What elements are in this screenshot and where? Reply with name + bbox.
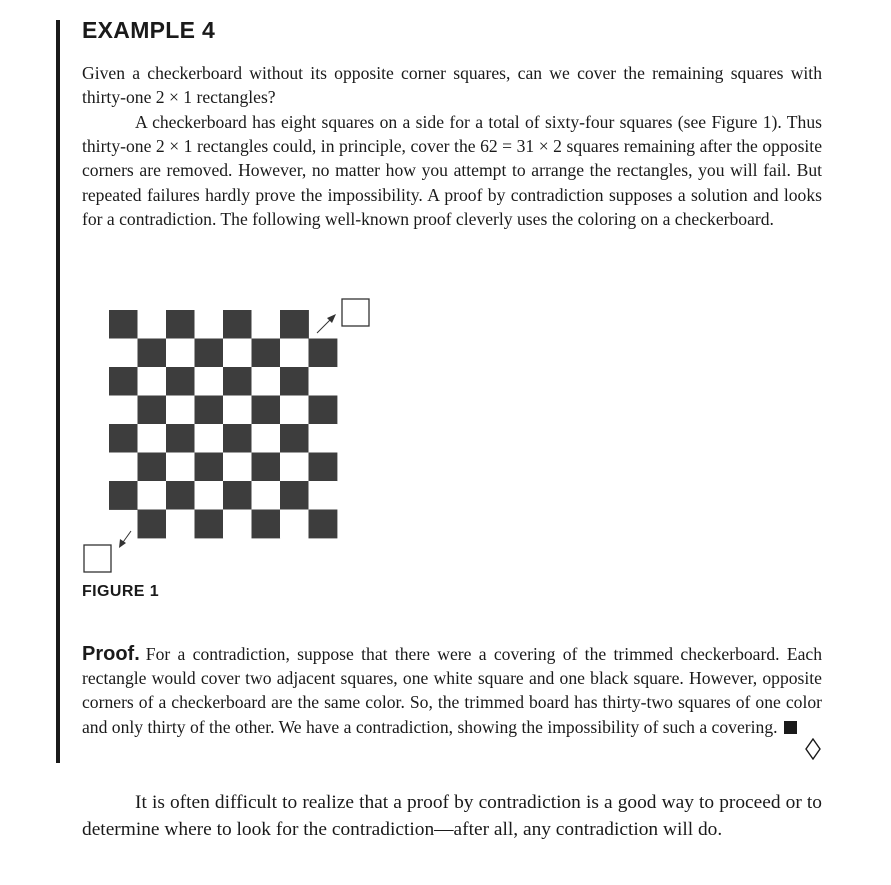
light-square bbox=[195, 424, 224, 453]
checkerboard bbox=[109, 310, 337, 538]
light-square bbox=[138, 481, 167, 510]
light-square bbox=[280, 453, 309, 482]
end-of-example-diamond-icon bbox=[804, 738, 822, 760]
dark-square bbox=[223, 481, 252, 510]
proof-label: Proof. bbox=[82, 643, 140, 665]
figure-caption: FIGURE 1 bbox=[82, 583, 159, 600]
dark-square bbox=[280, 424, 309, 453]
closing-paragraph: It is often difficult to realize that a proof by contradiction is a good way to proceed or to determine where to look for the contradiction—after all, any contradiction will do. bbox=[82, 792, 822, 840]
dark-square bbox=[195, 510, 224, 539]
light-square bbox=[280, 510, 309, 539]
example-heading: EXAMPLE 4 bbox=[82, 17, 216, 43]
dark-square bbox=[223, 310, 252, 339]
dark-square bbox=[309, 396, 338, 425]
proof-paragraph bbox=[82, 642, 822, 739]
dark-square bbox=[138, 339, 167, 368]
bottom-left-arrow-head bbox=[119, 539, 126, 548]
light-square bbox=[223, 396, 252, 425]
light-square bbox=[138, 367, 167, 396]
dark-square bbox=[109, 424, 138, 453]
light-square bbox=[195, 310, 224, 339]
qed-square-icon bbox=[784, 721, 797, 734]
dark-square bbox=[195, 339, 224, 368]
light-square bbox=[223, 510, 252, 539]
dark-square bbox=[223, 424, 252, 453]
checkerboard-figure bbox=[80, 296, 380, 578]
dark-square bbox=[223, 367, 252, 396]
dark-square bbox=[138, 453, 167, 482]
light-square bbox=[223, 339, 252, 368]
light-square bbox=[166, 396, 195, 425]
dark-square bbox=[309, 453, 338, 482]
dark-square bbox=[280, 481, 309, 510]
light-square bbox=[252, 310, 281, 339]
dark-square bbox=[280, 367, 309, 396]
light-square bbox=[109, 453, 138, 482]
light-square bbox=[252, 367, 281, 396]
dark-square bbox=[252, 510, 281, 539]
light-square bbox=[280, 339, 309, 368]
dark-square bbox=[195, 396, 224, 425]
dark-square bbox=[166, 367, 195, 396]
dark-square bbox=[109, 367, 138, 396]
dark-square bbox=[166, 481, 195, 510]
dark-square bbox=[195, 453, 224, 482]
dark-square bbox=[138, 510, 167, 539]
light-square bbox=[309, 367, 338, 396]
dark-square bbox=[166, 310, 195, 339]
light-square bbox=[195, 481, 224, 510]
example-explanation: A checkerboard has eight squares on a side for a total of sixty-four squares (see Figure 1). Thus thirty-one 2 × 1 rectangles could, in principle, cover the 62 = 31 × 2 squares remaining after the opposite corners are removed. However, no matter how you attempt to arrange the rectangles, you will fail. But repeated failures hardly prove the impossibility. A proof by contradiction supposes a solution and looks for a contradiction. The following well-known proof cleverly uses the coloring on a checkerboard. bbox=[82, 112, 822, 229]
light-square bbox=[252, 424, 281, 453]
light-square bbox=[109, 339, 138, 368]
light-square bbox=[166, 510, 195, 539]
dark-square bbox=[252, 339, 281, 368]
light-square bbox=[195, 367, 224, 396]
light-square bbox=[309, 424, 338, 453]
light-square bbox=[138, 424, 167, 453]
light-square bbox=[138, 310, 167, 339]
light-square bbox=[109, 396, 138, 425]
dark-square bbox=[309, 510, 338, 539]
proof-text: For a contradiction, suppose that there were a covering of the trimmed checkerboard. Each rectangle would cover two adjacent squares, one white square and one black square. However, opposite corners of a checkerboard are the same color. So, the trimmed board has thirty-two squares of one color and only thirty of the other. We have a contradiction, showing the impossibility of such a covering. bbox=[82, 644, 822, 737]
dark-square bbox=[309, 339, 338, 368]
light-square bbox=[280, 396, 309, 425]
example-sidebar-rule bbox=[56, 20, 60, 763]
light-square bbox=[252, 481, 281, 510]
example-question: Given a checkerboard without its opposite corner squares, can we cover the remaining squares with thirty-one 2 × 1 rectangles? bbox=[82, 63, 822, 108]
dark-square bbox=[138, 396, 167, 425]
light-square bbox=[166, 453, 195, 482]
removed-top-right-square bbox=[342, 299, 369, 326]
dark-square bbox=[109, 481, 138, 510]
dark-square bbox=[252, 396, 281, 425]
light-square bbox=[309, 481, 338, 510]
light-square bbox=[223, 453, 252, 482]
dark-square bbox=[280, 310, 309, 339]
dark-square bbox=[252, 453, 281, 482]
dark-square bbox=[166, 424, 195, 453]
dark-square bbox=[109, 310, 138, 339]
removed-bottom-left-square bbox=[84, 545, 111, 572]
light-square bbox=[166, 339, 195, 368]
